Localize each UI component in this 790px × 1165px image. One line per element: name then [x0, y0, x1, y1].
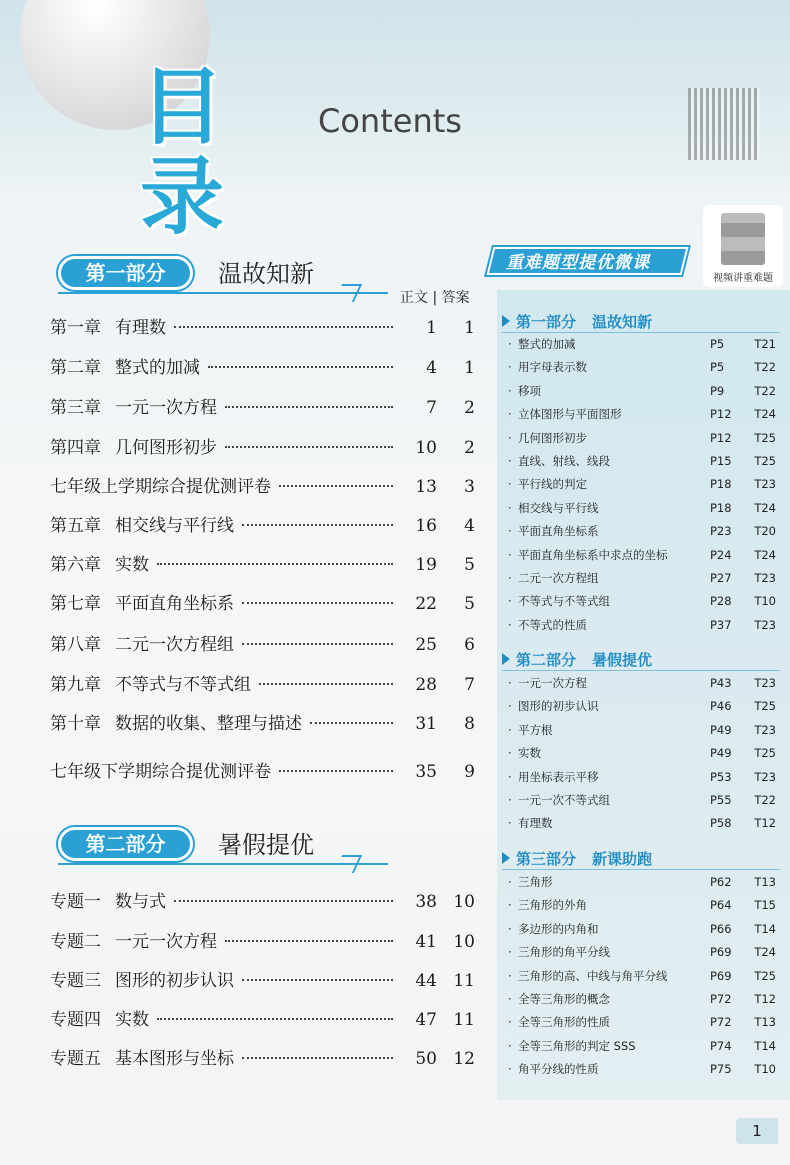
toc-answer-page: 12: [453, 1049, 475, 1069]
toc-leader-dots: [310, 722, 393, 724]
panel-item-page: P72: [710, 992, 732, 1006]
dot-bullet-icon: ·: [508, 770, 512, 784]
dot-bullet-icon: ·: [508, 477, 512, 491]
panel-list-item[interactable]: [508, 1035, 776, 1057]
toc-row[interactable]: [50, 760, 475, 784]
dot-bullet-icon: ·: [508, 898, 512, 912]
toc-page: 44: [415, 971, 437, 991]
toc-page: 7: [426, 398, 437, 418]
panel-item-title: 移项: [518, 384, 541, 398]
panel-section-badge: 第一部分: [516, 313, 577, 331]
toc-label: 第八章: [50, 635, 101, 655]
toc-title: 数与式: [115, 892, 166, 912]
toc-leader-dots: [157, 563, 393, 565]
panel-item-title: 一元一次不等式组: [518, 793, 610, 807]
toc-title: 实数: [115, 1010, 149, 1030]
panel-item-title: 全等三角形的概念: [518, 992, 610, 1006]
panel-item-title: 全等三角形的判定 SSS: [518, 1039, 636, 1053]
toc-leader-dots: [225, 446, 393, 448]
video-caption: 视频讲重难题: [713, 273, 773, 284]
dot-bullet-icon: ·: [508, 699, 512, 713]
panel-item-title: 几何图形初步: [518, 431, 587, 445]
toc-page: 19: [415, 555, 437, 575]
panel-item-title: 有理数: [518, 816, 553, 830]
toc-row[interactable]: [50, 356, 475, 380]
toc-answer-page: 1: [464, 358, 475, 378]
toc-label: 第四章: [50, 438, 101, 458]
title-en: Contents: [318, 102, 462, 140]
column-header: 正文 | 答案: [400, 290, 470, 306]
toc-leader-dots: [225, 406, 393, 408]
panel-item-question: T23: [754, 676, 776, 690]
toc-title: 不等式与不等式组: [115, 675, 251, 695]
video-thumbnail-icon: [721, 213, 765, 265]
panel-item-page: P69: [710, 969, 732, 983]
video-card[interactable]: [703, 205, 783, 287]
title-cn: 目录: [140, 58, 227, 246]
dot-bullet-icon: ·: [508, 969, 512, 983]
panel-item-title: 不等式与不等式组: [518, 594, 610, 608]
part2-header: [50, 823, 390, 863]
toc-title: 实数: [115, 555, 149, 575]
panel-section-name: 新课助跑: [592, 850, 653, 868]
panel-item-title: 一元一次方程: [518, 676, 587, 690]
toc-row[interactable]: [50, 969, 475, 993]
panel-item-title: 平方根: [518, 723, 553, 737]
panel-list-item[interactable]: [508, 520, 776, 542]
dot-bullet-icon: ·: [508, 454, 512, 468]
toc-page: 38: [415, 892, 437, 912]
toc-label: 第三章: [50, 398, 101, 418]
dot-bullet-icon: ·: [508, 548, 512, 562]
panel-list-item[interactable]: [508, 742, 776, 764]
dot-bullet-icon: ·: [508, 618, 512, 632]
panel-section-badge: 第三部分: [516, 850, 577, 868]
panel-section-name: 暑假提优: [592, 651, 653, 669]
panel-item-page: P5: [710, 337, 725, 351]
dot-bullet-icon: ·: [508, 524, 512, 538]
toc-title: 一元一次方程: [115, 932, 217, 952]
panel-item-page: P55: [710, 793, 732, 807]
toc-label: 专题五: [50, 1049, 101, 1069]
panel-item-title: 三角形的高、中线与角平分线: [518, 969, 668, 983]
panel-item-question: T21: [754, 337, 776, 351]
panel-item-page: P49: [710, 746, 732, 760]
panel-list-item[interactable]: [508, 567, 776, 589]
toc-label: 第一章: [50, 318, 101, 338]
toc-title: 相交线与平行线: [115, 516, 234, 536]
toc-title: 数据的收集、整理与描述: [115, 714, 302, 734]
panel-item-title: 相交线与平行线: [518, 501, 599, 515]
panel-list-item[interactable]: [508, 719, 776, 741]
dot-bullet-icon: ·: [508, 746, 512, 760]
panel-item-page: P15: [710, 454, 732, 468]
panel-item-title: 三角形的角平分线: [518, 945, 610, 959]
toc-page: 10: [415, 438, 437, 458]
panel-list-item[interactable]: [508, 1058, 776, 1080]
panel-item-question: T13: [754, 875, 776, 889]
toc-answer-page: 1: [464, 318, 475, 338]
panel-list-item[interactable]: [508, 427, 776, 449]
toc-leader-dots: [242, 643, 393, 645]
toc-row[interactable]: [50, 1008, 475, 1032]
panel-section-header: [502, 649, 782, 671]
panel-list-item[interactable]: [508, 894, 776, 916]
toc-leader-dots: [279, 770, 393, 772]
dot-bullet-icon: ·: [508, 407, 512, 421]
panel-item-question: T10: [754, 1062, 776, 1076]
toc-page: 35: [415, 762, 437, 782]
panel-item-page: P58: [710, 816, 732, 830]
panel-list-item[interactable]: [508, 672, 776, 694]
panel-list-item[interactable]: [508, 356, 776, 378]
panel-item-title: 用坐标表示平移: [518, 770, 599, 784]
panel-item-title: 角平分线的性质: [518, 1062, 599, 1076]
panel-list-item[interactable]: [508, 1011, 776, 1033]
toc-title: 基本图形与坐标: [115, 1049, 234, 1069]
part2-badge: 第二部分: [58, 827, 193, 861]
qr-code-icon: [688, 88, 760, 160]
toc-answer-page: 10: [453, 932, 475, 952]
part2-divider: [58, 863, 388, 865]
dot-bullet-icon: ·: [508, 501, 512, 515]
toc-title: 整式的加减: [115, 358, 200, 378]
dot-bullet-icon: ·: [508, 945, 512, 959]
toc-row[interactable]: [50, 712, 475, 736]
toc-title: 二元一次方程组: [115, 635, 234, 655]
panel-item-page: P69: [710, 945, 732, 959]
panel-item-title: 用字母表示数: [518, 360, 587, 374]
panel-item-page: P12: [710, 407, 732, 421]
panel-item-question: T25: [754, 699, 776, 713]
toc-answer-page: 7: [464, 675, 475, 695]
toc-row[interactable]: [50, 673, 475, 697]
toc-title: 几何图形初步: [115, 438, 217, 458]
dot-bullet-icon: ·: [508, 1062, 512, 1076]
panel-banner: [490, 245, 690, 277]
panel-item-title: 二元一次方程组: [518, 571, 599, 585]
toc-leader-dots: [174, 900, 393, 902]
panel-list-item[interactable]: [508, 988, 776, 1010]
toc-answer-page: 6: [464, 635, 475, 655]
toc-leader-dots: [208, 366, 393, 368]
panel-item-page: P23: [710, 524, 732, 538]
panel-item-page: P18: [710, 477, 732, 491]
dot-bullet-icon: ·: [508, 793, 512, 807]
panel-item-page: P53: [710, 770, 732, 784]
toc-leader-dots: [279, 485, 393, 487]
panel-item-page: P49: [710, 723, 732, 737]
part1-header: [50, 252, 390, 292]
panel-item-question: T25: [754, 969, 776, 983]
panel-list-item[interactable]: [508, 497, 776, 519]
toc-answer-page: 8: [464, 714, 475, 734]
dot-bullet-icon: ·: [508, 676, 512, 690]
panel-item-title: 整式的加减: [518, 337, 576, 351]
panel-section-badge: 第二部分: [516, 651, 577, 669]
panel-item-title: 全等三角形的性质: [518, 1015, 610, 1029]
panel-item-title: 直线、射线、线段: [518, 454, 610, 468]
toc-title: 一元一次方程: [115, 398, 217, 418]
toc-leader-dots: [242, 979, 393, 981]
panel-list-item[interactable]: [508, 965, 776, 987]
panel-item-page: P12: [710, 431, 732, 445]
toc-row[interactable]: [50, 436, 475, 460]
panel-list-item[interactable]: [508, 380, 776, 402]
triangle-bullet-icon: [502, 852, 510, 864]
panel-item-question: T24: [754, 945, 776, 959]
part2-name: 暑假提优: [218, 831, 314, 859]
toc-answer-page: 5: [464, 555, 475, 575]
panel-item-page: P9: [710, 384, 725, 398]
panel-item-page: P74: [710, 1039, 732, 1053]
panel-list-item[interactable]: [508, 544, 776, 566]
panel-section-header: [502, 311, 782, 333]
toc-leader-dots: [225, 940, 393, 942]
toc-row[interactable]: [50, 475, 475, 499]
dot-bullet-icon: ·: [508, 992, 512, 1006]
panel-item-page: P37: [710, 618, 732, 632]
panel-section-name: 温故知新: [592, 313, 653, 331]
toc-page: 47: [415, 1010, 437, 1030]
panel-list-item[interactable]: [508, 941, 776, 963]
panel-item-question: T23: [754, 723, 776, 737]
panel-item-question: T14: [754, 922, 776, 936]
panel-list-item[interactable]: [508, 403, 776, 425]
dot-bullet-icon: ·: [508, 360, 512, 374]
toc-page: 41: [415, 932, 437, 952]
panel-item-title: 不等式的性质: [518, 618, 587, 632]
toc-page: 50: [415, 1049, 437, 1069]
panel-list-item[interactable]: [508, 473, 776, 495]
panel-list-item[interactable]: [508, 871, 776, 893]
toc-row[interactable]: [50, 890, 475, 914]
toc-page: 4: [426, 358, 437, 378]
panel-item-title: 三角形: [518, 875, 553, 889]
panel-item-page: P62: [710, 875, 732, 889]
toc-row[interactable]: [50, 514, 475, 538]
panel-list-item[interactable]: [508, 695, 776, 717]
panel-list-item[interactable]: [508, 812, 776, 834]
panel-item-question: T15: [754, 898, 776, 912]
panel-item-question: T22: [754, 793, 776, 807]
dot-bullet-icon: ·: [508, 431, 512, 445]
panel-list-item[interactable]: [508, 590, 776, 612]
dot-bullet-icon: ·: [508, 384, 512, 398]
panel-item-question: T10: [754, 594, 776, 608]
panel-item-question: T13: [754, 1015, 776, 1029]
triangle-bullet-icon: [502, 653, 510, 665]
toc-row[interactable]: [50, 930, 475, 954]
toc-page: 31: [415, 714, 437, 734]
panel-banner-text: 重难题型提优微课: [506, 253, 650, 273]
panel-item-question: T14: [754, 1039, 776, 1053]
toc-leader-dots: [242, 602, 393, 604]
panel-item-question: T22: [754, 360, 776, 374]
toc-answer-page: 2: [464, 438, 475, 458]
panel-list-item[interactable]: [508, 333, 776, 355]
panel-item-title: 三角形的外角: [518, 898, 587, 912]
dot-bullet-icon: ·: [508, 816, 512, 830]
toc-page: 25: [415, 635, 437, 655]
dot-bullet-icon: ·: [508, 875, 512, 889]
panel-item-page: P75: [710, 1062, 732, 1076]
toc-row[interactable]: [50, 633, 475, 657]
panel-item-page: P28: [710, 594, 732, 608]
panel-list-item[interactable]: [508, 614, 776, 636]
panel-list-item[interactable]: [508, 789, 776, 811]
panel-item-page: P5: [710, 360, 725, 374]
toc-leader-dots: [242, 524, 393, 526]
toc-label: 第十章: [50, 714, 101, 734]
toc-row[interactable]: [50, 553, 475, 577]
panel-item-title: 平面直角坐标系中求点的坐标: [518, 548, 668, 562]
panel-list-item[interactable]: [508, 450, 776, 472]
panel-item-title: 多边形的内角和: [518, 922, 599, 936]
dot-bullet-icon: ·: [508, 571, 512, 585]
panel-item-page: P24: [710, 548, 732, 562]
panel-list-item[interactable]: [508, 918, 776, 940]
toc-leader-dots: [259, 683, 393, 685]
panel-item-title: 平面直角坐标系: [518, 524, 599, 538]
panel-item-question: T23: [754, 770, 776, 784]
dot-bullet-icon: ·: [508, 922, 512, 936]
toc-label: 第二章: [50, 358, 101, 378]
panel-item-question: T24: [754, 501, 776, 515]
panel-item-title: 立体图形与平面图形: [518, 407, 622, 421]
toc-label: 第七章: [50, 594, 101, 614]
panel-item-question: T12: [754, 992, 776, 1006]
panel-item-title: 实数: [518, 746, 541, 760]
toc-leader-dots: [242, 1057, 393, 1059]
panel-item-page: P72: [710, 1015, 732, 1029]
toc-label: 七年级下学期综合提优测评卷: [50, 762, 271, 782]
panel-item-question: T12: [754, 816, 776, 830]
toc-answer-page: 9: [464, 762, 475, 782]
panel-item-question: T25: [754, 454, 776, 468]
panel-item-page: P43: [710, 676, 732, 690]
panel-item-question: T25: [754, 746, 776, 760]
toc-title: 图形的初步认识: [115, 971, 234, 991]
panel-item-page: P66: [710, 922, 732, 936]
panel-item-page: P18: [710, 501, 732, 515]
panel-item-title: 平行线的判定: [518, 477, 587, 491]
panel-section-divider: [502, 670, 780, 671]
toc-page: 16: [415, 516, 437, 536]
toc-label: 专题三: [50, 971, 101, 991]
panel-item-question: T22: [754, 384, 776, 398]
panel-item-title: 图形的初步认识: [518, 699, 599, 713]
panel-item-page: P64: [710, 898, 732, 912]
toc-label: 专题一: [50, 892, 101, 912]
dot-bullet-icon: ·: [508, 594, 512, 608]
toc-page: 1: [426, 318, 437, 338]
panel-list-item[interactable]: [508, 766, 776, 788]
panel-section-divider: [502, 869, 780, 870]
toc-row[interactable]: [50, 1047, 475, 1071]
toc-answer-page: 11: [453, 1010, 475, 1030]
part1-divider: [58, 292, 388, 294]
toc-answer-page: 11: [453, 971, 475, 991]
part1-name: 温故知新: [218, 260, 314, 288]
toc-answer-page: 4: [464, 516, 475, 536]
toc-answer-page: 3: [464, 477, 475, 497]
panel-section-header: [502, 848, 782, 870]
toc-row[interactable]: [50, 592, 475, 616]
toc-label: 第五章: [50, 516, 101, 536]
part1-badge: 第一部分: [58, 256, 193, 290]
toc-label: 第六章: [50, 555, 101, 575]
toc-title: 有理数: [115, 318, 166, 338]
toc-row[interactable]: [50, 316, 475, 340]
toc-label: 第九章: [50, 675, 101, 695]
dot-bullet-icon: ·: [508, 1039, 512, 1053]
triangle-bullet-icon: [502, 315, 510, 327]
panel-item-question: T24: [754, 407, 776, 421]
toc-page: 22: [415, 594, 437, 614]
toc-leader-dots: [174, 326, 393, 328]
toc-answer-page: 2: [464, 398, 475, 418]
toc-page: 28: [415, 675, 437, 695]
toc-label: 七年级上学期综合提优测评卷: [50, 477, 271, 497]
panel-item-question: T24: [754, 548, 776, 562]
panel-item-page: P27: [710, 571, 732, 585]
panel-item-page: P46: [710, 699, 732, 713]
page-number: 1: [736, 1118, 778, 1144]
panel-item-question: T20: [754, 524, 776, 538]
dot-bullet-icon: ·: [508, 723, 512, 737]
toc-answer-page: 5: [464, 594, 475, 614]
panel-item-question: T23: [754, 571, 776, 585]
toc-label: 专题四: [50, 1010, 101, 1030]
toc-page: 13: [415, 477, 437, 497]
panel-item-question: T23: [754, 618, 776, 632]
toc-row[interactable]: [50, 396, 475, 420]
dot-bullet-icon: ·: [508, 1015, 512, 1029]
panel-item-question: T25: [754, 431, 776, 445]
dot-bullet-icon: ·: [508, 337, 512, 351]
toc-leader-dots: [157, 1018, 393, 1020]
panel-item-question: T23: [754, 477, 776, 491]
toc-label: 专题二: [50, 932, 101, 952]
toc-answer-page: 10: [453, 892, 475, 912]
toc-title: 平面直角坐标系: [115, 594, 234, 614]
